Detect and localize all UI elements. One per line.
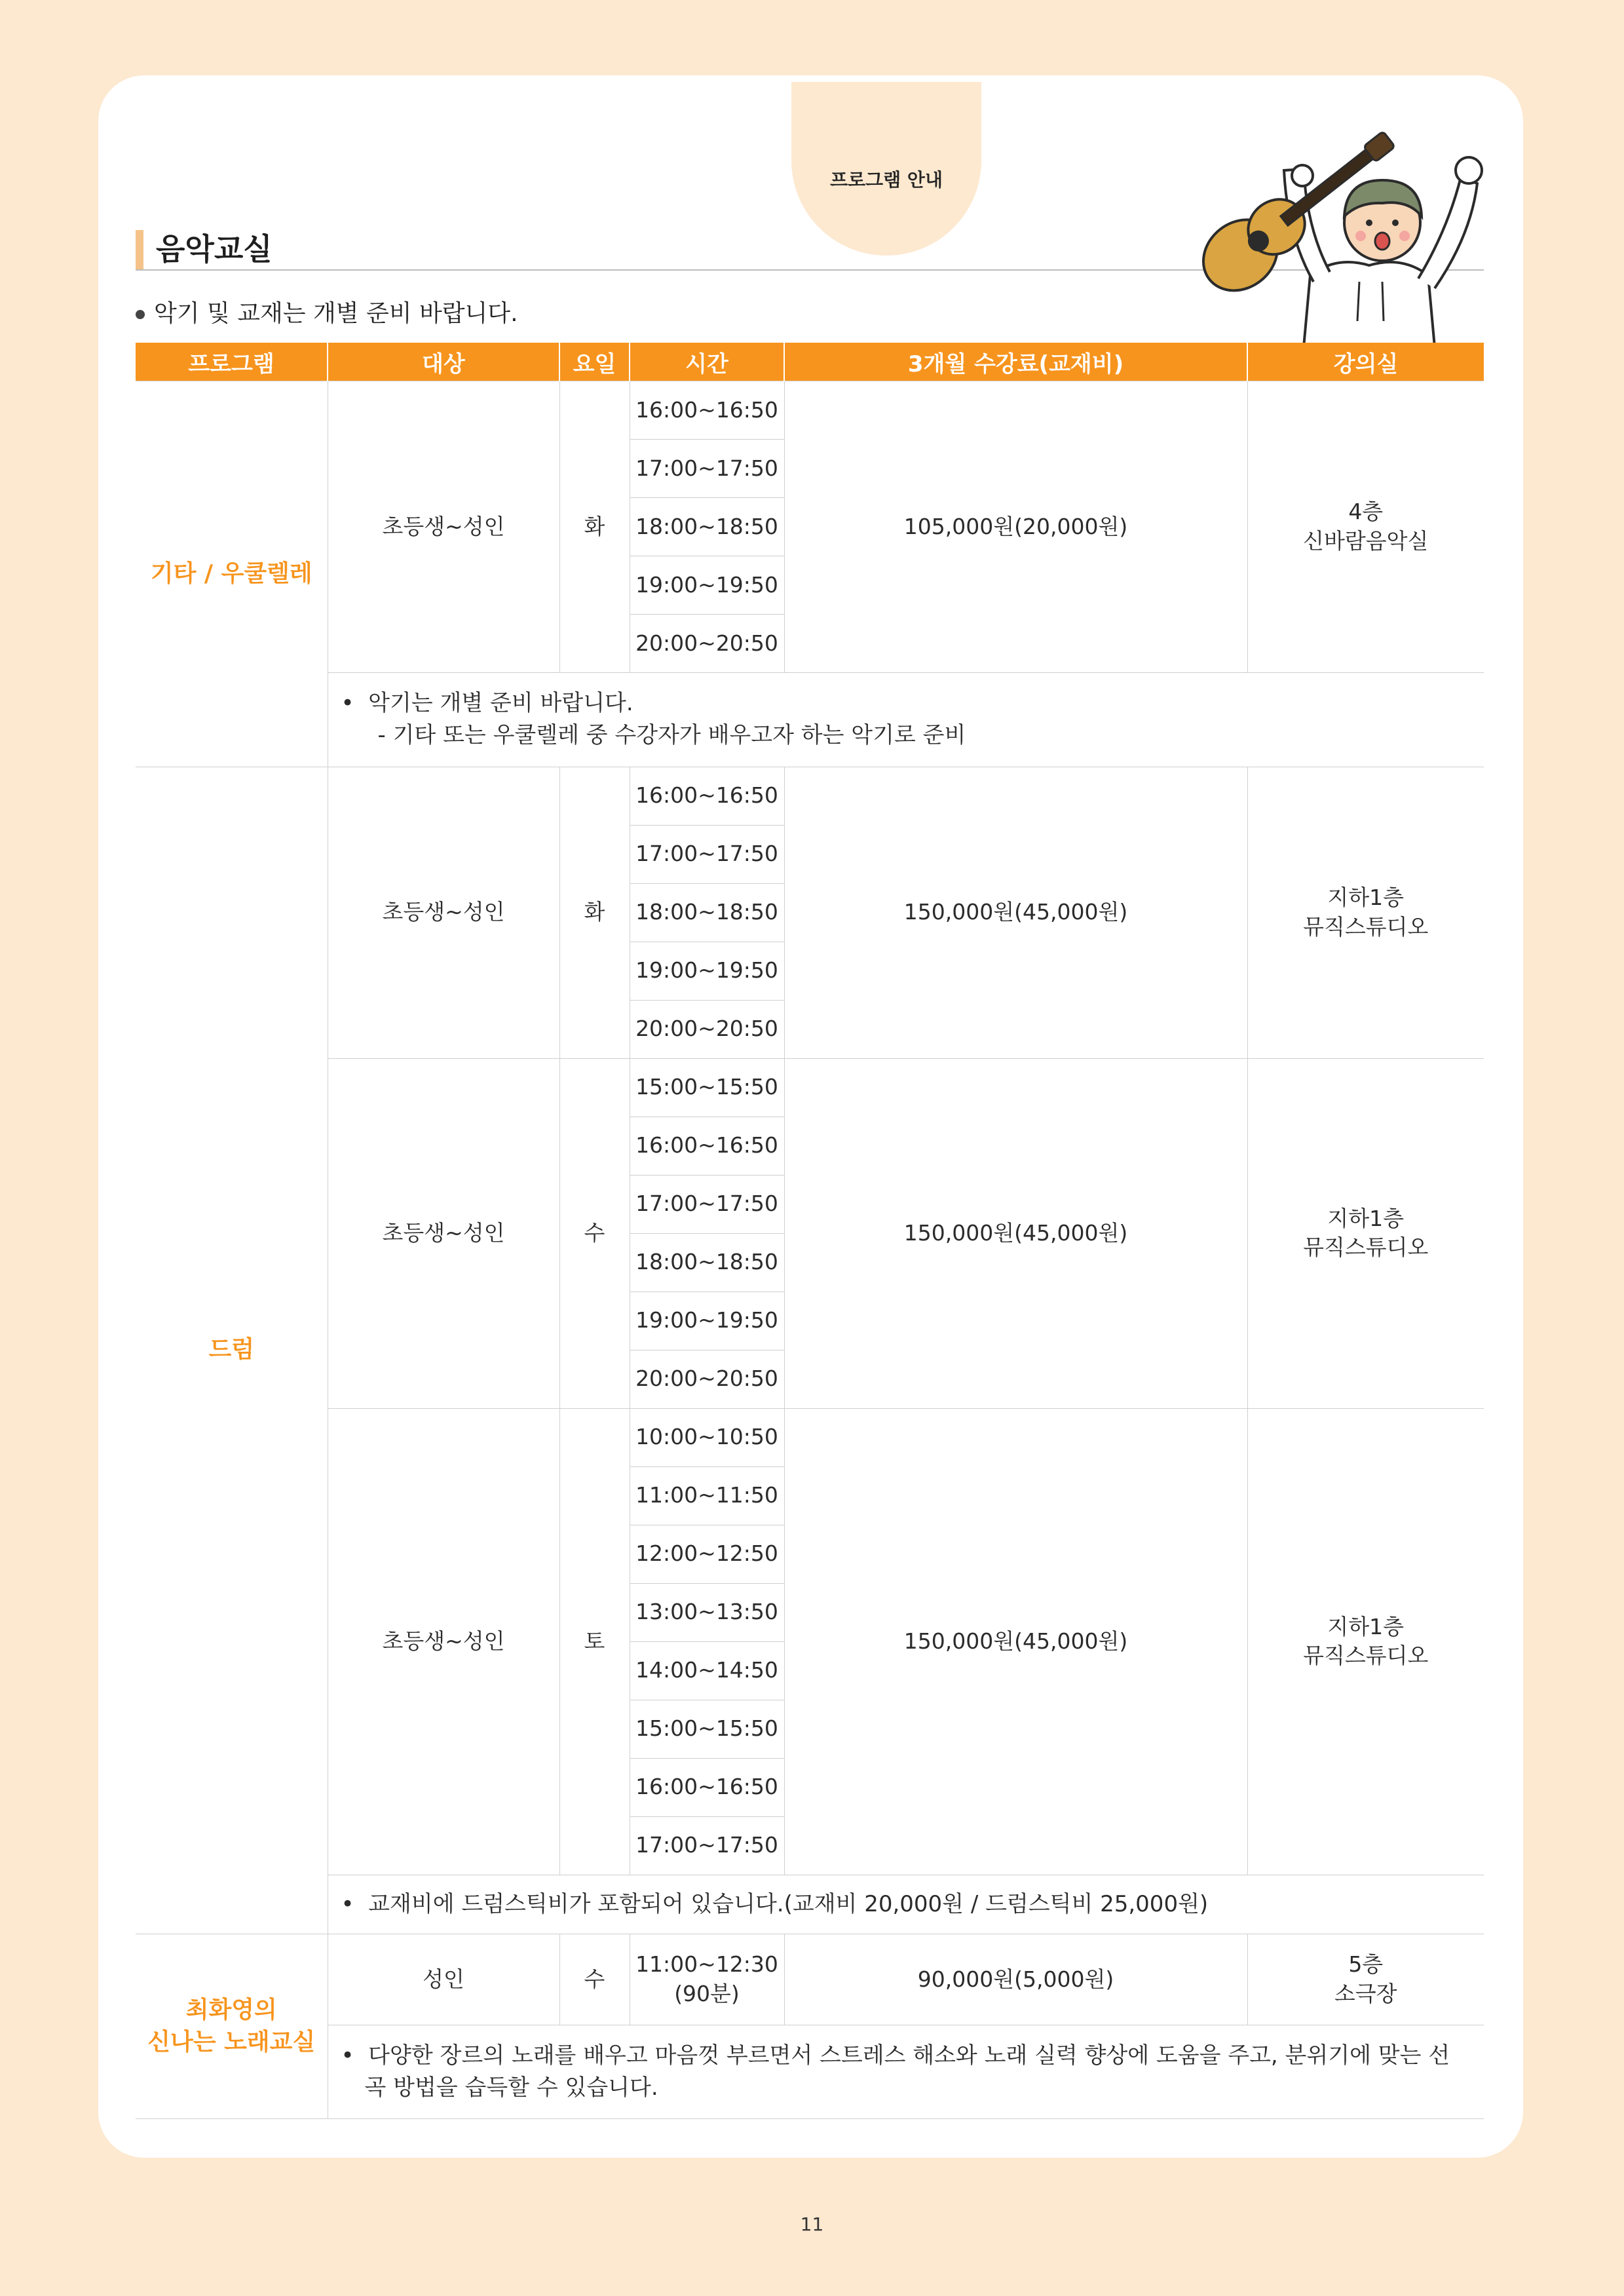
target-cell: 초등생~성인 <box>328 1058 559 1408</box>
time-cell: 15:00~15:50 <box>630 1058 784 1117</box>
day-cell: 화 <box>559 767 630 1058</box>
fee-cell: 150,000원(45,000원) <box>784 767 1247 1058</box>
table-row <box>136 1934 1484 2025</box>
room-cell: 지하1층 뮤직스튜디오 <box>1247 1408 1484 1875</box>
page-number: 11 <box>800 2213 824 2235</box>
time-cell: 17:00~17:50 <box>630 440 784 498</box>
bullet-icon <box>136 310 145 319</box>
table-row <box>136 1408 1484 1466</box>
time-cell: 17:00~17:50 <box>630 825 784 883</box>
table-row-note <box>136 2025 1484 2119</box>
target-cell: 초등생~성인 <box>328 1408 559 1875</box>
table-row <box>136 1058 1484 1117</box>
day-cell: 수 <box>559 1058 630 1408</box>
time-cell: 11:00~12:30 (90분) <box>630 1934 784 2025</box>
time-cell: 13:00~13:50 <box>630 1583 784 1641</box>
time-cell: 10:00~10:50 <box>630 1408 784 1466</box>
fee-cell: 90,000원(5,000원) <box>784 1934 1247 2025</box>
drum-note: • 교재비에 드럼스틱비가 포함되어 있습니다.(교재비 20,000원 / 드럼스틱비 25,000원) <box>328 1875 1484 1934</box>
fee-cell: 150,000원(45,000원) <box>784 1058 1247 1408</box>
time-cell: 16:00~16:50 <box>630 381 784 440</box>
program-drum: 드럼 <box>136 767 328 1934</box>
time-cell: 16:00~16:50 <box>630 1758 784 1816</box>
time-cell: 11:00~11:50 <box>630 1466 784 1525</box>
guitar-note: • 악기는 개별 준비 바랍니다. - 기타 또는 우쿨렐레 중 수강자가 배우고자 하는 악기로 준비 <box>328 673 1484 767</box>
time-cell: 16:00~16:50 <box>630 1117 784 1175</box>
header-program: 프로그램 <box>136 343 328 381</box>
music-class-table <box>136 343 1484 2119</box>
day-cell: 수 <box>559 1934 630 2025</box>
time-cell: 20:00~20:50 <box>630 1000 784 1058</box>
time-cell: 17:00~17:50 <box>630 1816 784 1875</box>
singing-note: • 다양한 장르의 노래를 배우고 마음껏 부르면서 스트레스 해소와 노래 실력 향상에 도움을 주고, 분위기에 맞는 선곡 방법을 습득할 수 있습니다. <box>328 2025 1484 2119</box>
header-target: 대상 <box>328 343 559 381</box>
time-cell: 18:00~18:50 <box>630 883 784 942</box>
time-cell: 18:00~18:50 <box>630 1233 784 1292</box>
target-cell: 성인 <box>328 1934 559 2025</box>
header-tab-label: 프로그램 안내 <box>829 169 943 191</box>
target-cell: 초등생~성인 <box>328 767 559 1058</box>
day-cell: 화 <box>559 381 630 673</box>
table-row-note <box>136 673 1484 767</box>
fee-cell: 150,000원(45,000원) <box>784 1408 1247 1875</box>
general-note-text: 악기 및 교재는 개별 준비 바랍니다. <box>154 300 518 327</box>
day-cell: 토 <box>559 1408 630 1875</box>
time-cell: 14:00~14:50 <box>630 1641 784 1700</box>
header-day: 요일 <box>559 343 630 381</box>
room-cell: 5층 소극장 <box>1247 1934 1484 2025</box>
time-cell: 19:00~19:50 <box>630 942 784 1000</box>
table-header-row <box>136 343 1484 381</box>
time-cell: 17:00~17:50 <box>630 1175 784 1233</box>
time-cell: 16:00~16:50 <box>630 767 784 825</box>
room-cell: 4층 신바람음악실 <box>1247 381 1484 673</box>
table-row <box>136 381 1484 440</box>
boy-with-guitar-illustration <box>1173 124 1487 347</box>
time-cell: 12:00~12:50 <box>630 1525 784 1583</box>
section-title: 음악교실 <box>156 231 273 267</box>
header-time: 시간 <box>630 343 784 381</box>
time-cell: 20:00~20:50 <box>630 1350 784 1408</box>
room-cell: 지하1층 뮤직스튜디오 <box>1247 1058 1484 1408</box>
table-row-note <box>136 1875 1484 1934</box>
time-cell: 18:00~18:50 <box>630 498 784 556</box>
target-cell: 초등생~성인 <box>328 381 559 673</box>
fee-cell: 105,000원(20,000원) <box>784 381 1247 673</box>
program-singing: 최화영의 신나는 노래교실 <box>136 1934 328 2119</box>
time-cell: 19:00~19:50 <box>630 556 784 615</box>
header-room: 강의실 <box>1247 343 1484 381</box>
time-cell: 15:00~15:50 <box>630 1700 784 1758</box>
program-guitar: 기타 / 우쿨렐레 <box>136 381 328 767</box>
section-title-marker <box>136 230 143 271</box>
header-tab <box>791 82 981 256</box>
general-note <box>136 295 518 328</box>
room-cell: 지하1층 뮤직스튜디오 <box>1247 767 1484 1058</box>
table-row <box>136 767 1484 825</box>
time-cell: 20:00~20:50 <box>630 615 784 673</box>
time-cell: 19:00~19:50 <box>630 1292 784 1350</box>
header-fee: 3개월 수강료(교재비) <box>784 343 1247 381</box>
